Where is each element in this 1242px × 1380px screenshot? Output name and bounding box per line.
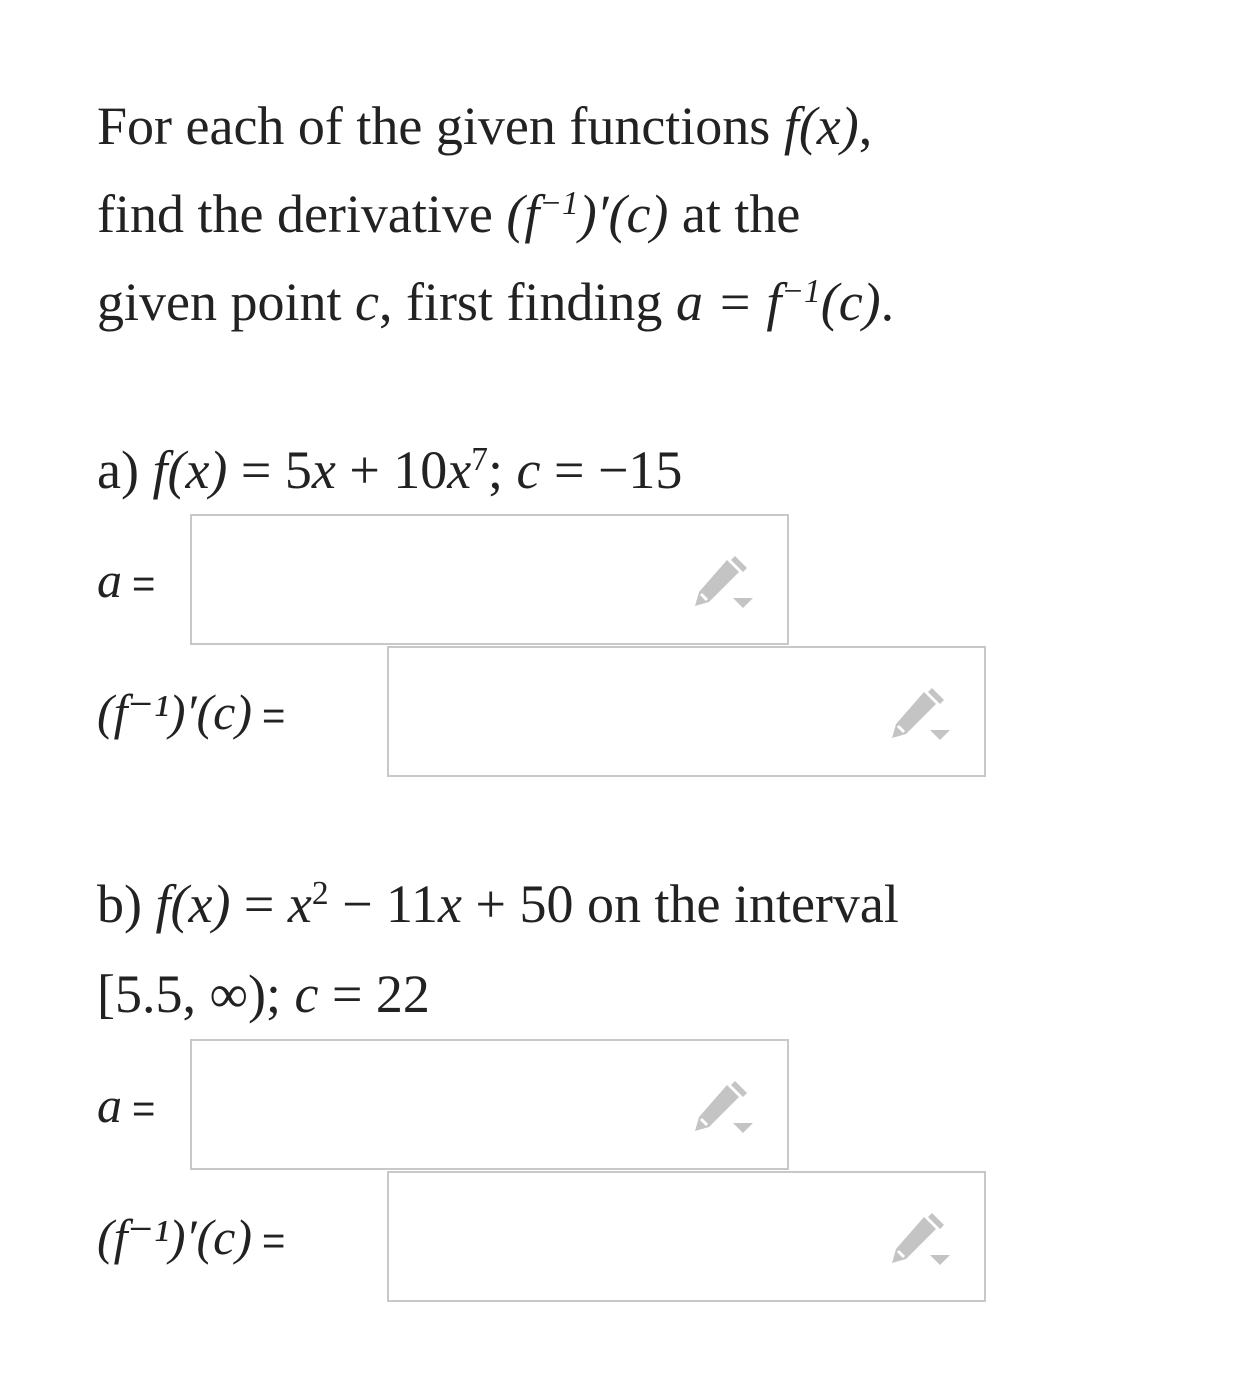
math-part: (c) (820, 272, 881, 332)
math-x: x (311, 440, 336, 500)
part-a-field-a-label (97, 550, 155, 614)
math-sup: −1 (781, 272, 821, 310)
part-label: b) (97, 874, 142, 934)
answer-input-a-part-a[interactable] (190, 514, 789, 645)
part-a-title (97, 426, 682, 514)
pencil-dropdown-icon[interactable] (888, 1213, 952, 1269)
math-part: = −15 (540, 440, 683, 500)
math-c: c (516, 440, 541, 500)
problem-line-2 (97, 170, 1177, 258)
math-part: + 10 (335, 440, 448, 500)
problem-text: , first finding (378, 272, 676, 332)
math-c: c (354, 272, 379, 332)
equals-sign: = (132, 1087, 156, 1131)
part-b-interval (97, 950, 430, 1038)
pencil-dropdown-icon[interactable] (691, 1081, 755, 1137)
math-part: = 22 (318, 964, 430, 1024)
math-sup: −1 (539, 184, 579, 222)
part-label: a) (97, 440, 139, 500)
math-inverse-derivative (506, 184, 668, 244)
equals-sign: = (262, 1219, 286, 1263)
pencil-dropdown-icon[interactable] (691, 556, 755, 612)
math-part: − 11 (328, 874, 439, 934)
math-c: c (294, 964, 319, 1024)
math-fx: f(x) (155, 874, 231, 934)
math-a: a (97, 552, 122, 608)
math-x: x (438, 874, 463, 934)
math-part: ; (265, 964, 295, 1024)
math-part: (f (506, 184, 540, 244)
math-a: a (97, 1077, 122, 1133)
problem-text: For each of the given functions (97, 96, 784, 156)
part-b-field-deriv-label (97, 1207, 285, 1271)
math-a-def (676, 272, 881, 332)
math-x: x (287, 874, 312, 934)
problem-statement (97, 82, 1177, 346)
problem-text: at the (668, 184, 801, 244)
math-part: ; (488, 440, 517, 500)
part-a-field-deriv-label (97, 682, 285, 746)
problem-line-3 (97, 258, 1177, 346)
equals-sign: = (132, 562, 156, 606)
math-part: a (675, 272, 703, 332)
part-b-field-a-label (97, 1075, 155, 1139)
problem-text: given point (97, 272, 355, 332)
math-part: = f (702, 272, 782, 332)
answer-input-derivative-part-b[interactable] (387, 1171, 986, 1302)
problem-text: , (858, 96, 873, 156)
math-sup: 7 (471, 440, 488, 478)
math-x: x (447, 440, 472, 500)
math-sup: 2 (311, 874, 329, 912)
answer-input-a-part-b[interactable] (190, 1039, 789, 1170)
math-part: )′(c) (578, 184, 669, 244)
pencil-dropdown-icon[interactable] (888, 688, 952, 744)
math-part: = (230, 874, 288, 934)
math-fx: f(x) (783, 96, 859, 156)
problem-text: find the derivative (97, 184, 507, 244)
math-fx: f(x) (152, 440, 228, 500)
answer-input-derivative-part-a[interactable] (387, 646, 986, 777)
math-inverse-derivative: (f⁻¹)′(c) (97, 1209, 253, 1265)
problem-text: on the interval (573, 874, 899, 934)
problem-text: . (880, 272, 895, 332)
math-interval: [5.5, ∞) (97, 964, 266, 1024)
math-inverse-derivative: (f⁻¹)′(c) (97, 684, 253, 740)
equals-sign: = (262, 694, 286, 738)
math-part: = 5 (227, 440, 312, 500)
problem-line-1 (97, 82, 1177, 170)
math-part: + 50 (462, 874, 574, 934)
part-b-title (97, 860, 899, 948)
